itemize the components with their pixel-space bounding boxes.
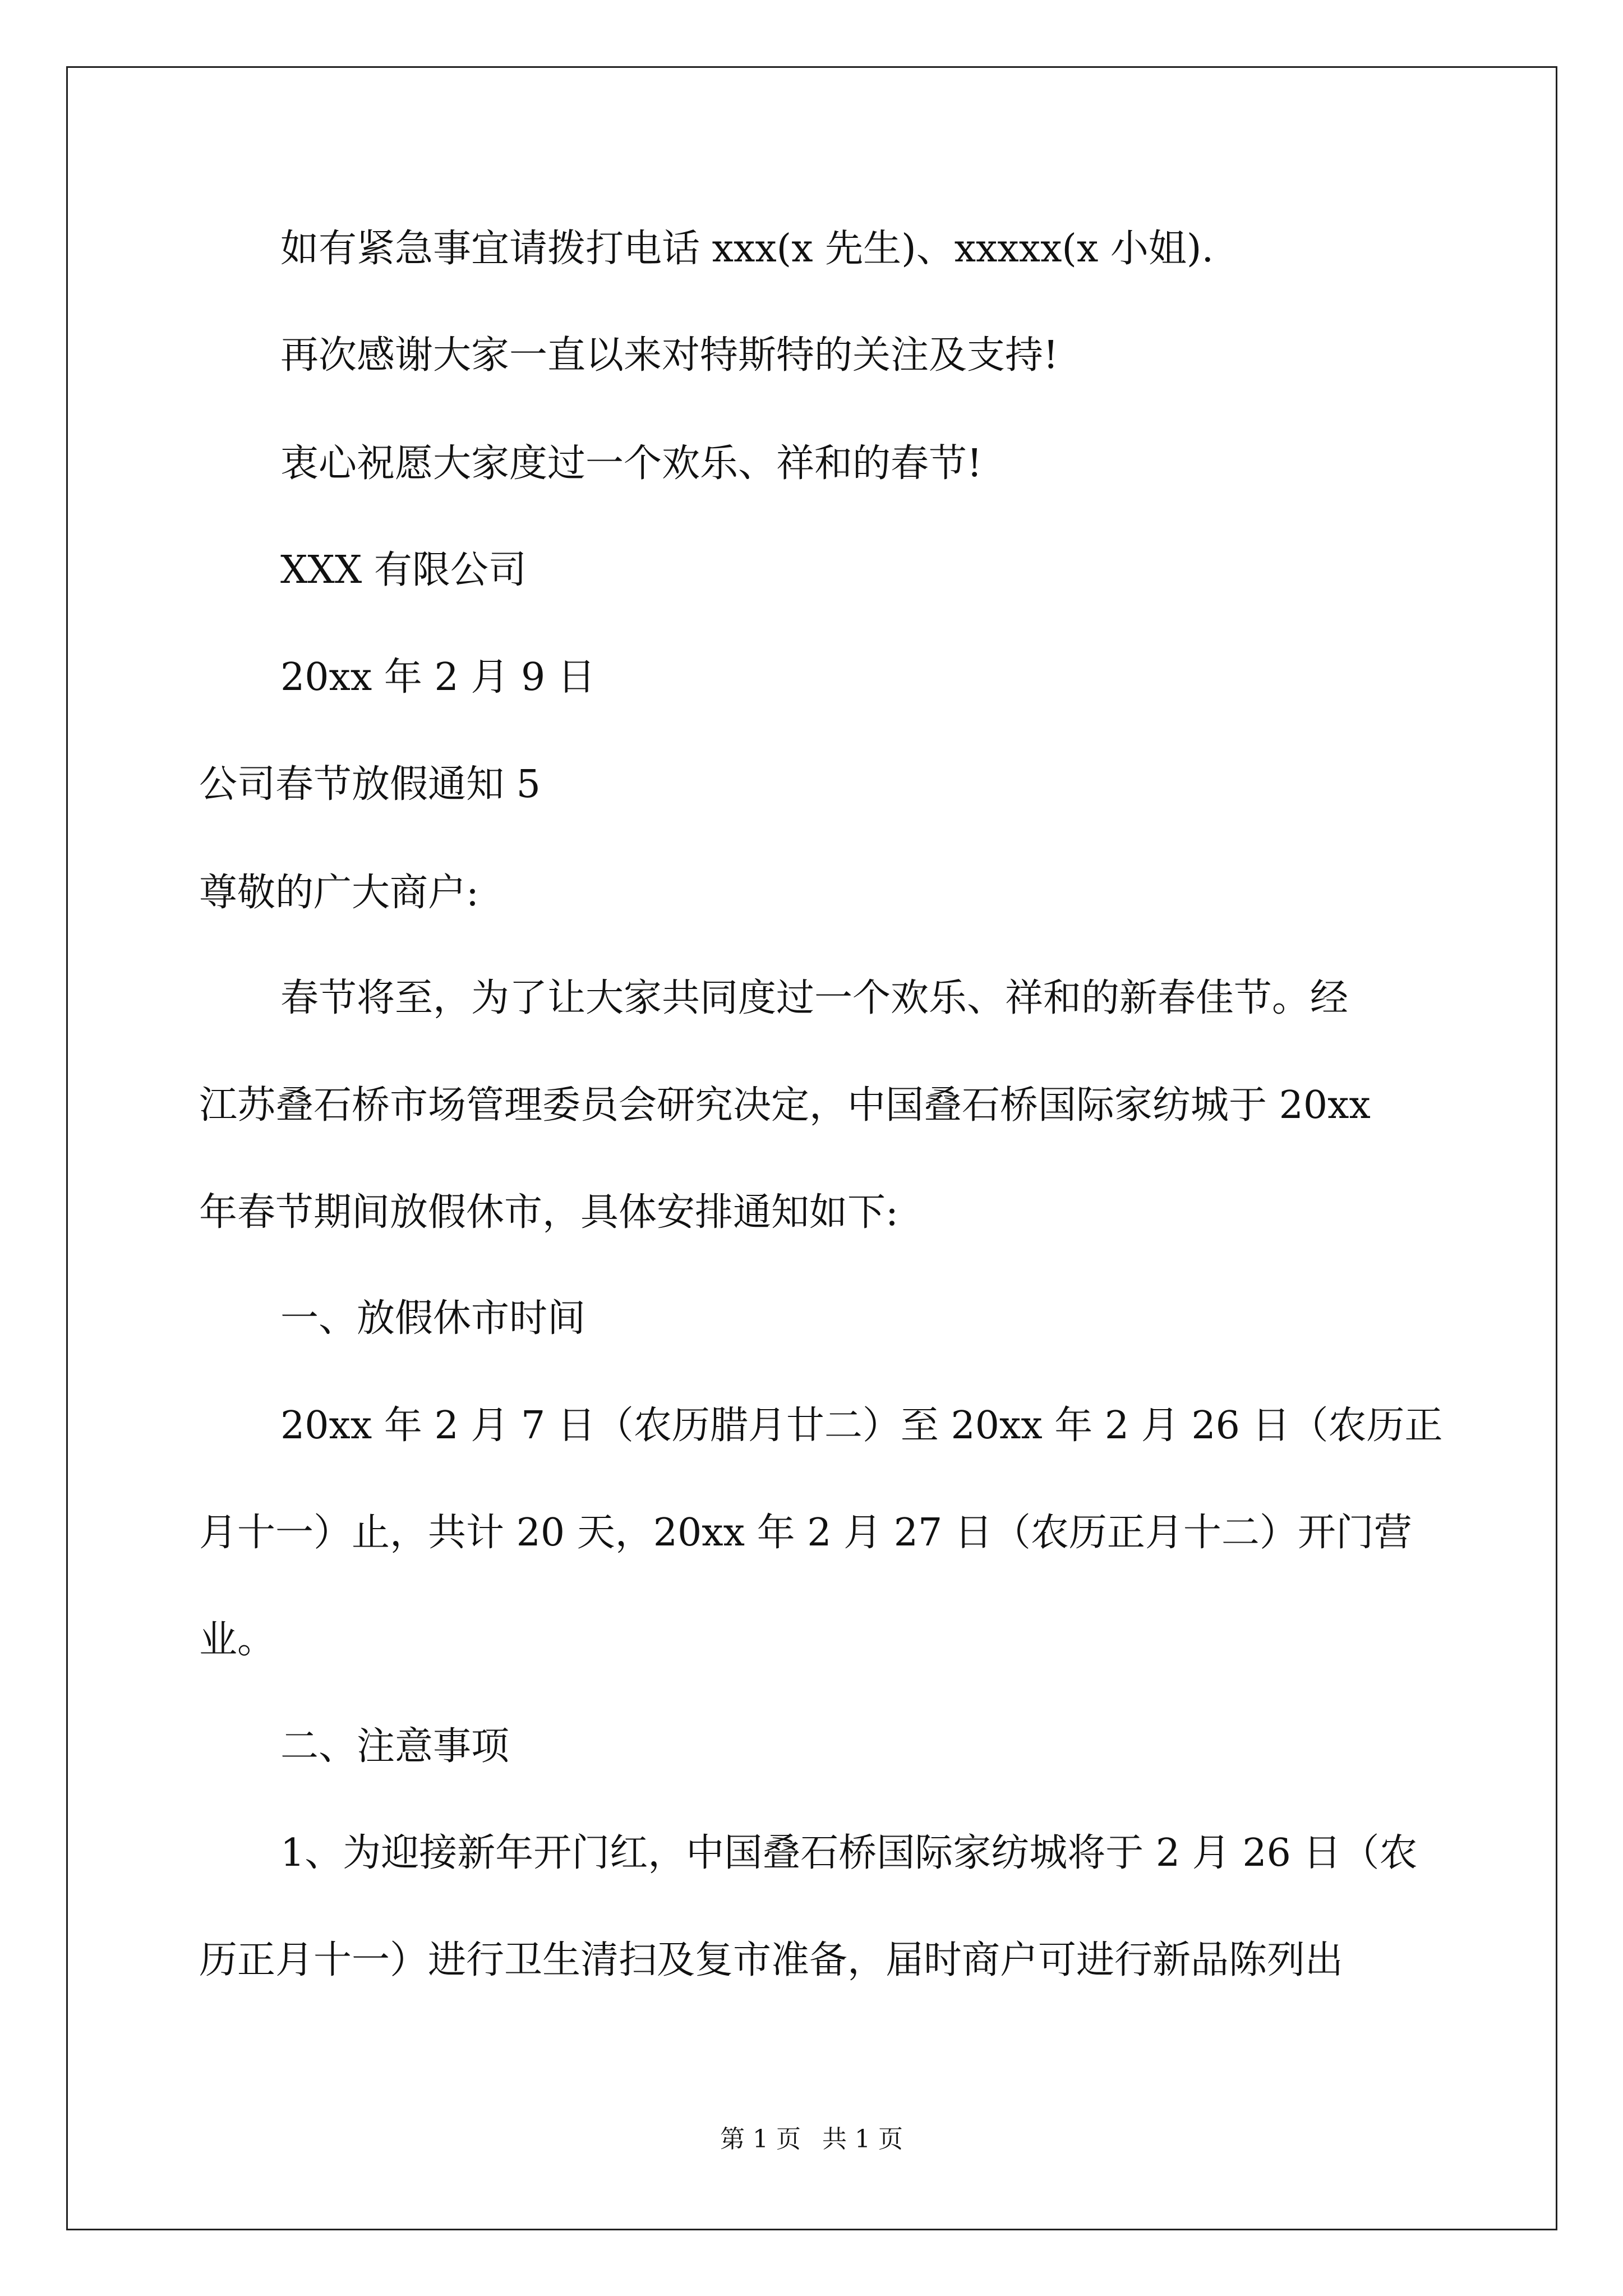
page-number: 第 1 页: [720, 2125, 801, 2154]
paragraph-contact: 如有紧急事宜请拨打电话 xxx(x 先生)、xxxxx(x 小姐).: [280, 227, 1214, 271]
paragraph-company-signature: XXX 有限公司: [280, 548, 527, 592]
section-title: 公司春节放假通知 5: [199, 762, 541, 807]
body-line: 月十一）止，共计 20 天，20xx 年 2 月 27 日（农历正月十二）开门营: [199, 1511, 1412, 1555]
body-line: 20xx 年 2 月 7 日（农历腊月廿二）至 20xx 年 2 月 26 日（农历正: [280, 1404, 1443, 1448]
page-total: 共 1 页: [822, 2125, 903, 2154]
page-footer: [0, 2127, 1623, 2152]
heading-notes: 二、注意事项: [280, 1724, 510, 1769]
body-line: 业。: [199, 1618, 276, 1662]
body-line: 1、为迎接新年开门红，中国叠石桥国际家纺城将于 2 月 26 日（农: [280, 1831, 1418, 1875]
page-border: [66, 66, 1557, 2230]
body-line: 年春节期间放假休市，具体安排通知如下:: [199, 1190, 898, 1235]
body-line: 春节将至，为了让大家共同度过一个欢乐、祥和的新春佳节。经: [280, 976, 1349, 1020]
paragraph-thanks: 再次感谢大家一直以来对特斯特的关注及支持!: [280, 333, 1059, 378]
body-line: 历正月十一）进行卫生清扫及复市准备，届时商户可进行新品陈列出: [199, 1938, 1344, 1982]
paragraph-wishes: 衷心祝愿大家度过一个欢乐、祥和的春节!: [280, 441, 983, 486]
body-line: 江苏叠石桥市场管理委员会研究决定，中国叠石桥国际家纺城于 20xx: [199, 1083, 1371, 1128]
heading-closure-period: 一、放假休市时间: [280, 1296, 586, 1341]
salutation: 尊敬的广大商户:: [199, 871, 479, 915]
paragraph-signature-date: 20xx 年 2 月 9 日: [280, 655, 596, 700]
